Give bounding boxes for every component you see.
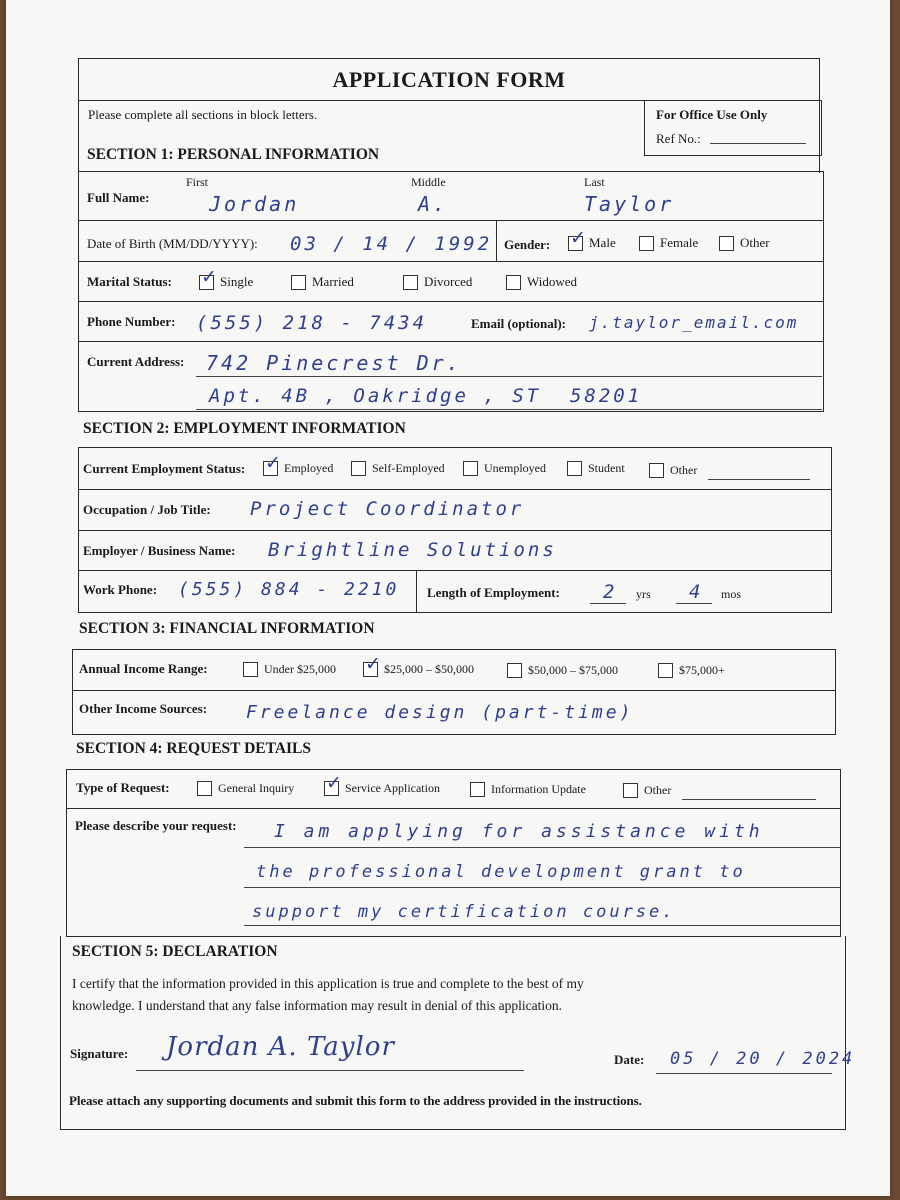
request-update-option[interactable] bbox=[470, 782, 586, 802]
row-divider bbox=[78, 341, 824, 342]
paper-sheet bbox=[6, 0, 890, 1196]
years-field[interactable]: 2 bbox=[603, 581, 618, 603]
checkbox[interactable] bbox=[658, 663, 673, 678]
row-divider bbox=[78, 570, 832, 571]
status-employed-option[interactable] bbox=[263, 452, 334, 481]
gender-male-label: Male bbox=[589, 235, 616, 250]
occupation-label: Occupation / Job Title: bbox=[83, 502, 211, 517]
dob-label: Date of Birth (MM/DD/YYYY): bbox=[87, 236, 258, 251]
row-divider bbox=[78, 301, 824, 302]
checkbox-checked[interactable]: ✓ bbox=[265, 452, 281, 474]
signature-label: Signature: bbox=[70, 1046, 129, 1061]
date-underline bbox=[656, 1073, 832, 1074]
middle-name-field[interactable]: A. bbox=[418, 192, 449, 216]
marital-status-label: Marital Status: bbox=[87, 274, 172, 289]
request-service-option[interactable] bbox=[324, 772, 440, 801]
income-under-25k-label: Under $25,000 bbox=[264, 662, 336, 676]
checkbox[interactable] bbox=[351, 461, 366, 476]
gender-male-option[interactable] bbox=[568, 226, 616, 256]
email-field[interactable]: j.taylor_email.com bbox=[589, 313, 799, 332]
gender-female-option[interactable] bbox=[639, 235, 698, 256]
income-50k-75k-option[interactable] bbox=[507, 663, 618, 683]
status-student-label: Student bbox=[588, 461, 625, 475]
address-underline bbox=[196, 376, 822, 377]
certification-line-2: knowledge. I understand that any false information may result in denial of this application. bbox=[72, 998, 562, 1013]
checkbox[interactable] bbox=[623, 783, 638, 798]
row-divider bbox=[72, 690, 836, 691]
office-use-heading: For Office Use Only bbox=[656, 107, 768, 122]
checkbox[interactable] bbox=[719, 236, 734, 251]
status-self-employed-label: Self-Employed bbox=[372, 461, 445, 475]
email-label: Email (optional): bbox=[471, 316, 566, 331]
request-other-option[interactable] bbox=[623, 783, 671, 803]
other-income-field[interactable]: Freelance design (part-time) bbox=[246, 702, 634, 723]
checkbox[interactable] bbox=[639, 236, 654, 251]
request-update-label: Information Update bbox=[491, 782, 586, 796]
checkbox[interactable] bbox=[243, 662, 258, 677]
request-line-1[interactable]: I am applying for assistance with bbox=[274, 821, 764, 842]
marital-single-option[interactable] bbox=[199, 265, 254, 295]
section-1-heading: SECTION 1: PERSONAL INFORMATION bbox=[87, 146, 380, 163]
request-line-2[interactable]: the professional development grant to bbox=[256, 862, 746, 882]
status-unemployed-option[interactable] bbox=[463, 461, 546, 481]
request-underline bbox=[244, 847, 840, 848]
request-general-option[interactable] bbox=[197, 781, 294, 801]
first-name-caption: First bbox=[186, 175, 209, 189]
mos-label: mos bbox=[721, 587, 742, 601]
request-underline bbox=[244, 925, 840, 926]
last-name-field[interactable]: Taylor bbox=[584, 192, 675, 216]
marital-widowed-option[interactable] bbox=[506, 274, 577, 295]
checkbox[interactable] bbox=[291, 275, 306, 290]
marital-single-label: Single bbox=[220, 274, 254, 289]
length-label: Length of Employment: bbox=[427, 585, 560, 600]
income-75k-plus-label: $75,000+ bbox=[679, 663, 725, 677]
full-name-label: Full Name: bbox=[87, 190, 150, 205]
request-underline bbox=[244, 887, 840, 888]
address-line-2[interactable]: Apt. 4B , Oakridge , ST 58201 bbox=[209, 385, 643, 407]
status-self-employed-option[interactable] bbox=[351, 461, 445, 481]
date-field[interactable]: 05 / 20 / 2024 bbox=[670, 1049, 856, 1069]
request-general-label: General Inquiry bbox=[218, 781, 295, 795]
status-employed-label: Employed bbox=[284, 461, 334, 475]
checkbox[interactable] bbox=[463, 461, 478, 476]
last-name-caption: Last bbox=[584, 175, 605, 189]
title-box bbox=[78, 58, 820, 101]
checkbox[interactable] bbox=[403, 275, 418, 290]
marital-married-option[interactable] bbox=[291, 274, 354, 295]
marital-divorced-option[interactable] bbox=[403, 274, 472, 295]
address-underline bbox=[196, 409, 822, 410]
row-divider bbox=[78, 530, 832, 531]
row-divider bbox=[78, 261, 824, 262]
describe-request-label: Please describe your request: bbox=[75, 818, 237, 833]
ref-no-field[interactable] bbox=[710, 143, 806, 144]
address-label: Current Address: bbox=[87, 354, 185, 369]
column-divider bbox=[416, 571, 417, 613]
phone-field[interactable]: (555) 218 - 7434 bbox=[196, 312, 428, 334]
date-label: Date: bbox=[614, 1052, 645, 1067]
income-under-25k-option[interactable] bbox=[243, 662, 336, 682]
instructions-text: Please complete all sections in block letters. bbox=[88, 107, 318, 122]
checkbox[interactable] bbox=[506, 275, 521, 290]
request-line-3[interactable]: support my certification course. bbox=[252, 902, 676, 922]
occupation-field[interactable]: Project Coordinator bbox=[250, 498, 525, 520]
section-4-heading: SECTION 4: REQUEST DETAILS bbox=[76, 740, 312, 757]
checkbox-checked[interactable]: ✓ bbox=[365, 653, 381, 675]
dob-field[interactable]: 03 / 14 / 1992 bbox=[290, 233, 493, 255]
gender-female-label: Female bbox=[660, 235, 699, 250]
form-title: APPLICATION FORM bbox=[332, 67, 566, 92]
checkbox-checked[interactable]: ✓ bbox=[201, 265, 217, 288]
checkbox[interactable] bbox=[567, 461, 582, 476]
section-2-heading: SECTION 2: EMPLOYMENT INFORMATION bbox=[83, 420, 406, 437]
request-other-label: Other bbox=[644, 783, 672, 797]
request-type-label: Type of Request: bbox=[76, 780, 170, 795]
marital-married-label: Married bbox=[312, 274, 354, 289]
row-divider bbox=[66, 808, 841, 809]
status-other-field[interactable] bbox=[708, 479, 810, 480]
checkbox[interactable] bbox=[649, 463, 664, 478]
status-unemployed-label: Unemployed bbox=[484, 461, 546, 475]
years-underline bbox=[590, 603, 626, 604]
gender-other-label: Other bbox=[740, 235, 770, 250]
yrs-label: yrs bbox=[636, 587, 651, 601]
checkbox[interactable] bbox=[507, 663, 522, 678]
status-other-option[interactable] bbox=[649, 463, 697, 483]
first-name-field[interactable]: Jordan bbox=[209, 192, 300, 216]
gender-label: Gender: bbox=[504, 237, 551, 252]
ref-no-label: Ref No.: bbox=[656, 131, 701, 146]
checkbox[interactable] bbox=[197, 781, 212, 796]
income-50k-75k-label: $50,000 – $75,000 bbox=[528, 663, 618, 677]
marital-divorced-label: Divorced bbox=[424, 274, 473, 289]
section-3-heading: SECTION 3: FINANCIAL INFORMATION bbox=[79, 620, 375, 637]
employer-label: Employer / Business Name: bbox=[83, 543, 236, 558]
checkbox-checked[interactable]: ✓ bbox=[326, 772, 342, 794]
request-service-label: Service Application bbox=[345, 781, 440, 795]
income-range-label: Annual Income Range: bbox=[79, 661, 208, 676]
employer-field[interactable]: Brightline Solutions bbox=[268, 539, 557, 561]
income-25k-50k-label: $25,000 – $50,000 bbox=[384, 662, 474, 676]
work-phone-field[interactable]: (555) 884 - 2210 bbox=[178, 579, 400, 600]
gender-other-option[interactable] bbox=[719, 235, 770, 256]
middle-name-caption: Middle bbox=[411, 175, 446, 189]
row-divider bbox=[78, 220, 824, 221]
column-divider bbox=[496, 221, 497, 261]
checkbox[interactable] bbox=[470, 782, 485, 797]
status-other-label: Other bbox=[670, 463, 698, 477]
footer-note: Please attach any supporting documents and submit this form to the address provided in the instructions. bbox=[69, 1093, 642, 1108]
months-underline bbox=[676, 603, 712, 604]
other-income-label: Other Income Sources: bbox=[79, 701, 208, 716]
checkbox-checked[interactable]: ✓ bbox=[570, 226, 586, 249]
phone-label: Phone Number: bbox=[87, 314, 176, 329]
work-phone-label: Work Phone: bbox=[83, 582, 158, 597]
marital-widowed-label: Widowed bbox=[527, 274, 578, 289]
signature-field[interactable]: Jordan A. Taylor bbox=[166, 1032, 395, 1062]
certification-line-1: I certify that the information provided in this application is true and complete to the best of my bbox=[72, 976, 584, 991]
section-5-heading: SECTION 5: DECLARATION bbox=[72, 943, 278, 960]
income-75k-plus-option[interactable] bbox=[658, 663, 725, 683]
signature-underline bbox=[136, 1070, 524, 1071]
employment-status-label: Current Employment Status: bbox=[83, 461, 246, 476]
income-25k-50k-option[interactable] bbox=[363, 653, 474, 682]
address-line-1[interactable]: 742 Pinecrest Dr. bbox=[206, 351, 462, 375]
status-student-option[interactable] bbox=[567, 461, 625, 481]
request-other-field[interactable] bbox=[682, 799, 816, 800]
row-divider bbox=[78, 489, 832, 490]
months-field[interactable]: 4 bbox=[689, 581, 704, 603]
